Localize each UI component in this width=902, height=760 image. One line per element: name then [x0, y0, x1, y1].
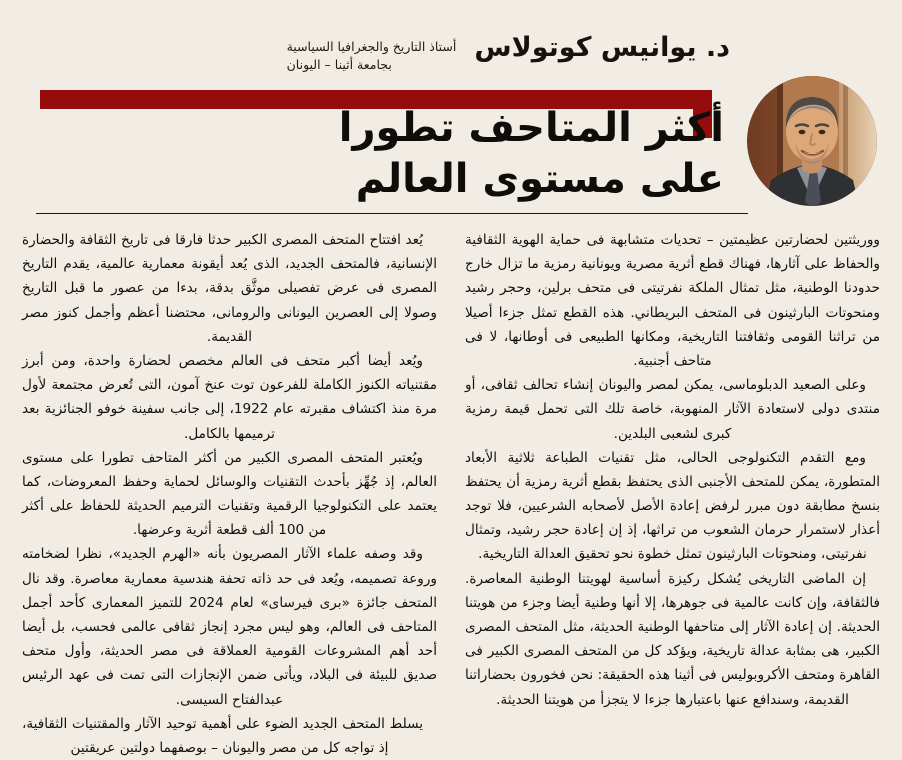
author-affiliation-line-2: بجامعة أثينا – اليونان — [286, 57, 392, 73]
article-masthead — [0, 0, 902, 222]
header-divider — [36, 213, 748, 214]
page-title — [184, 103, 724, 205]
paragraph: يُعد افتتاح المتحف المصرى الكبير حدثا فارقا فى تاريخ الثقافة والحضارة الإنسانية، فالمتحف الجديد، الذى يُعد أيقونة معمارية عالمية، يقدم التاريخ المصرى فى عرض تفصيلى موثَّق بدقة، بدءا من عصور ما قبل التاريخ وصولا إلى العصرين اليونانى والرومانى، محتضنا أعظم وأجمل كنوز مصر القديمة. — [22, 232, 437, 345]
article-column-left — [465, 228, 880, 708]
paragraph: ويُعتبر المتحف المصرى الكبير من أكثر المتاحف تطورا على مستوى العالم، إذ جُهِّز بأحدث التقنيات والوسائل لحماية وحفظ المعروضات، كما يعتمد على التكنولوجيا الرقمية وتقنيات الترميم الحديثة للحفاظ على أكثر من 100 ألف قطعة أثرية وعرضها. — [22, 449, 437, 539]
paragraph: ووريثتين لحضارتين عظيمتين – تحديات متشابهة فى حماية الهوية الثقافية والحفاظ على آثارها، فهناك قطع أثرية مصرية ويونانية رمزية ما تزال خارج حدودنا الوطنية، مثل تمثال الملكة نفرتيتى فى متحف برلين، وحجر رشيد ومنحوتات البارثينون فى المتحف البريطاني. هذه القطع تمثل جزءا أصيلا من تراثنا القومى وثقافتنا التاريخية، ومكانها الطبيعى فى أوطانها، لا فى متاحف أجنبية. — [465, 232, 880, 369]
author-affiliation — [287, 34, 457, 74]
portrait-illustration — [747, 76, 877, 206]
paragraph: ومع التقدم التكنولوجى الحالى، مثل تقنيات الطباعة ثلاثية الأبعاد المتطورة، يمكن للمتحف الأجنبى الذى يحتفظ بقطع أثرية رمزية أن يحتفظ بنسخ مطابقة دون مبرر لرفض إعادة الأصل لأصحابه الشرعيين، فلا توجد أعذار لاستمرار حرمان الشعوب من تراثها، إذ إن إعادة حجر رشيد، وتمثال نفرتيتى، ومنحوتات البارثينون تمثل خطوة نحو تحقيق العدالة التاريخية. — [465, 449, 880, 563]
article-body — [0, 228, 902, 756]
paragraph: إن الماضى التاريخى يُشكل ركيزة أساسية لهويتنا الوطنية المعاصرة. فالثقافة، وإن كانت عالمية فى جوهرها، إلا أنها وطنية أيضا وجزء من هويتنا الحديثة. إن إعادة الآثار إلى متاحفها الوطنية الحديثة، مثل المتحف المصرى الكبير، هى بمثابة عدالة تاريخية، ويؤكد كل من المتحف المصرى الكبير فى القاهرة ومتحف الأكروبوليس فى أثينا هذه الحقيقة: نحن فخورون بحضاراتنا القديمة، وسندافع عنها باعتبارها جزءا لا يتجزأ من هويتنا الحديثة. — [465, 570, 880, 708]
byline — [287, 34, 730, 74]
author-affiliation-line-1: أستاذ التاريخ والجغرافيا السياسية — [286, 39, 457, 54]
author-portrait-photo — [747, 76, 877, 206]
headline-line-1: أكثر المتاحف تطورا — [338, 105, 724, 151]
paragraph: وقد وصفه علماء الآثار المصريون بأنه «الهرم الجديد»، نظرا لضخامته وروعة تصميمه، ويُعد فى حد ذاته تحفة هندسية معمارية معاصرة. وقد نال المتحف جائزة «برى فيرساى» لعام 2024 للتميز المعمارى كأحد أجمل المتاحف فى العالم، وهو ليس مجرد إنجاز ثقافى عالمى فحسب، بل أيضا أحد أهم المشروعات القومية العملاقة فى مصر الحديثة، وأول متحف صديق للبيئة فى البلاد، ويأتى ضمن الإنجازات التى تمت فى عهد الرئيس عبدالفتاح السيسى. — [22, 546, 437, 708]
article-column-right — [22, 228, 437, 756]
paragraph: ويُعد أيضا أكبر متحف فى العالم مخصص لحضارة واحدة، ومن أبرز مقتنياته الكنوز الكاملة للفرعون توت عنخ آمون، التى تُعرض مجتمعة لأول مرة منذ اكتشاف مقبرته عام 1922، إلى جانب سفينة خوفو الجنائزية بعد ترميمها بالكامل. — [22, 352, 437, 442]
paragraph: وعلى الصعيد الدبلوماسى، يمكن لمصر واليونان إنشاء تحالف ثقافى، أو منتدى دولى لاستعادة الآثار المنهوبة، خاصة تلك التى تحمل قيمة رمزية كبرى لشعبى البلدين. — [465, 377, 880, 442]
author-name: د. يوانيس كوتولاس — [474, 32, 730, 63]
headline-line-2: على مستوى العالم — [355, 156, 724, 203]
paragraph: يسلط المتحف الجديد الضوء على أهمية توحيد الآثار والمقتنيات الثقافية، إذ تواجه كل من مصر واليونان – بوصفهما دولتين عريقتين — [22, 715, 423, 756]
